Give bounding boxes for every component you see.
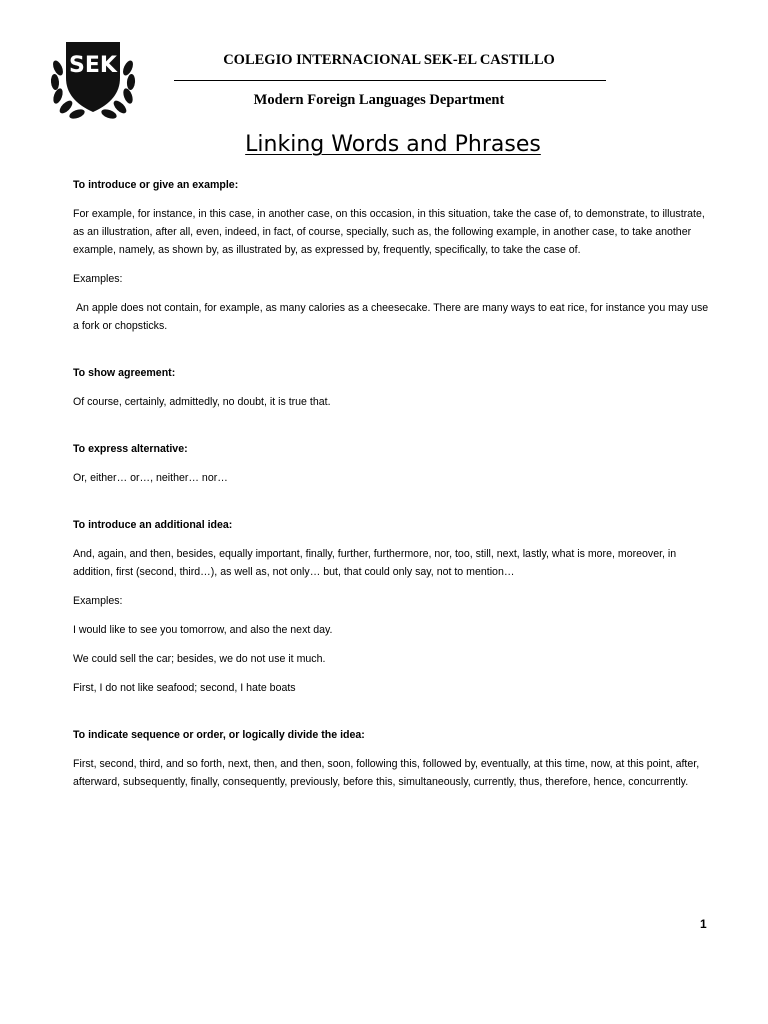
section-text: And, again, and then, besides, equally important, finally, further, furthermore, nor, too, still, next, lastly, what is more, moreover, in addition, first (second, third…), as well as, not only… but, that could only say, not to mention… xyxy=(73,548,677,578)
school-name: COLEGIO INTERNACIONAL SEK-EL CASTILLO xyxy=(223,52,555,68)
page-number: 1 xyxy=(700,917,707,931)
section-text: Of course, certainly, admittedly, no doubt, it is true that. xyxy=(73,396,331,408)
section-heading: To introduce or give an example: xyxy=(73,179,239,191)
example-text: First, I do not like seafood; second, I hate boats xyxy=(73,682,296,694)
section-heading: To introduce an additional idea: xyxy=(73,519,233,531)
examples-label: Examples: xyxy=(73,273,123,285)
section-text: Or, either… or…, neither… nor… xyxy=(73,472,228,484)
header-divider xyxy=(174,80,606,81)
school-logo xyxy=(48,38,138,120)
section-text: First, second, third, and so forth, next, then, and then, soon, following this, followed by, eventually, at this time, now, at this point, after, afterward, subsequently, finally, consequently, previously, before this, simultaneously, currently, thus, therefore, hence, concurrently. xyxy=(73,758,700,788)
example-text: I would like to see you tomorrow, and also the next day. xyxy=(73,624,333,636)
section-heading: To express alternative: xyxy=(73,443,188,455)
example-text: We could sell the car; besides, we do not use it much. xyxy=(73,653,326,665)
examples-label: Examples: xyxy=(73,595,123,607)
department-name: Modern Foreign Languages Department xyxy=(253,92,505,108)
section-heading: To indicate sequence or order, or logically divide the idea: xyxy=(73,729,365,741)
page-title: Linking Words and Phrases xyxy=(245,132,541,157)
document-body xyxy=(73,176,713,802)
svg-text:SEK: SEK xyxy=(69,53,117,78)
section-text: For example, for instance, in this case, in another case, on this occasion, in this situation, take the case of, to demonstrate, to illustrate, as an illustration, after all, even, indeed, in fact, of course, specially, such as, the following example, in another case, to take another example, namely, as shown by, as illustrated by, as expressed by, frequently, specifically, to take the case of. xyxy=(73,208,705,256)
section-heading: To show agreement: xyxy=(73,367,176,379)
example-text: An apple does not contain, for example, as many calories as a cheesecake. There are many ways to eat rice, for instance you may use a fork or chopsticks. xyxy=(73,302,712,332)
